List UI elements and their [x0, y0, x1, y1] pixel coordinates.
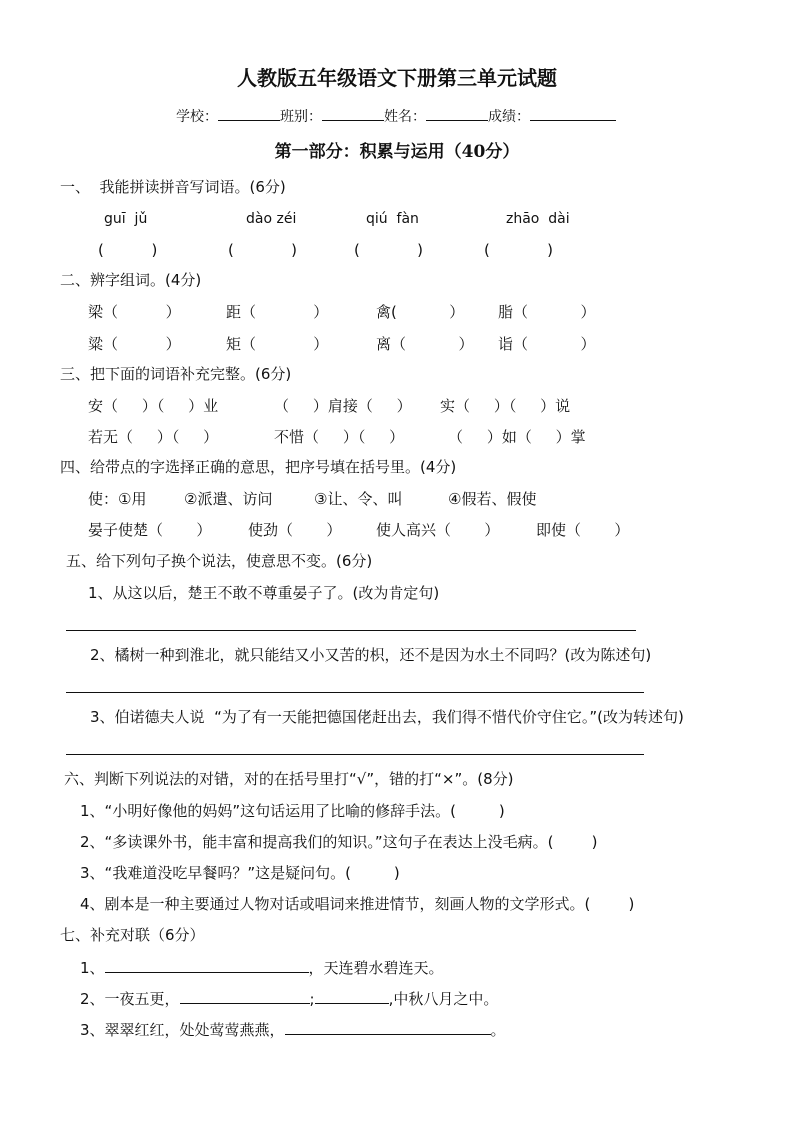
answer-line[interactable]	[66, 754, 644, 755]
q2-item[interactable]: 诣（ ）	[498, 335, 596, 353]
q3-item[interactable]: 实（ ）（ ）说	[440, 397, 571, 415]
q3-heading: 三、把下面的词语补充完整。(6分)	[60, 365, 292, 383]
q4-item[interactable]: 使劲（ ）	[248, 521, 342, 539]
class-label: 班别：	[280, 109, 322, 125]
q3-item[interactable]: （ ）肩接（ ）	[274, 397, 412, 415]
couplet-2-blank-2[interactable]	[315, 989, 389, 1004]
couplet-2	[80, 989, 498, 1008]
q3-item[interactable]: 安（ ）（ ）业	[88, 397, 219, 415]
q3-item[interactable]: （ ）如（ ）掌	[448, 428, 586, 446]
q6-statement-3[interactable]: 3、“我难道没吃早餐吗？”这是疑问句。( )	[80, 864, 400, 882]
q3-item[interactable]: 若无（ ）（ ）	[88, 428, 219, 446]
pinyin-2: dào zéi	[246, 211, 297, 227]
class-blank[interactable]	[322, 106, 384, 121]
couplet-1-suffix: ，天连碧水碧连天。	[308, 959, 444, 977]
answer-line[interactable]	[66, 692, 644, 693]
q7-heading: 七、补充对联（6分）	[60, 926, 205, 944]
q5-heading: 五、给下列句子换个说法，使意思不变。(6分)	[66, 552, 373, 570]
q2-item[interactable]: 梁（ ）	[88, 303, 181, 321]
q3-item[interactable]: 不惜（ ）（ ）	[274, 428, 405, 446]
couplet-1-prefix: 1、	[80, 959, 105, 977]
q2-item[interactable]: 粱（ ）	[88, 335, 181, 353]
q2-item[interactable]: 离（ ）	[376, 335, 474, 353]
q4-option: ④假若、假使	[448, 490, 537, 508]
couplet-3-blank[interactable]	[285, 1020, 491, 1035]
q2-heading: 二、辨字组词。(4分)	[60, 271, 202, 289]
info-line	[176, 106, 616, 126]
couplet-3	[80, 1020, 506, 1039]
q4-heading: 四、给带点的字选择正确的意思，把序号填在括号里。(4分)	[60, 458, 457, 476]
q2-item[interactable]: 禽( ）	[376, 303, 465, 321]
q5-sentence-3: 3、伯诺德夫人说 “为了有一天能把德国佬赶出去，我们得不惜代价守住它。”(改为转述句)	[90, 708, 684, 726]
q6-statement-2[interactable]: 2、“多读课外书，能丰富和提高我们的知识。”这句子在表达上没毛病。( )	[80, 833, 598, 851]
q2-item[interactable]: 矩（ ）	[226, 335, 329, 353]
name-blank[interactable]	[426, 106, 488, 121]
score-label: 成绩：	[488, 109, 530, 125]
q2-item[interactable]: 距（ ）	[226, 303, 329, 321]
q6-statement-4[interactable]: 4、剧本是一种主要通过人物对话或唱词来推进情节，刻画人物的文学形式。( )	[80, 895, 635, 913]
q1-heading: 一、 我能拼读拼音写词语。(6分)	[60, 178, 286, 196]
pinyin-4: zhāo dài	[506, 211, 570, 227]
q4-option: ③让、令、叫	[314, 490, 403, 508]
couplet-1-blank[interactable]	[105, 958, 309, 973]
answer-line[interactable]	[66, 630, 636, 631]
q6-statement-1[interactable]: 1、“小明好像他的妈妈”这句话运用了比喻的修辞手法。( )	[80, 802, 505, 820]
pinyin-3: qiú fàn	[366, 211, 419, 227]
pinyin-1: guī jǔ	[104, 211, 148, 227]
page-title: 人教版五年级语文下册第三单元试题	[237, 66, 557, 90]
q6-heading: 六、判断下列说法的对错，对的在括号里打“√”，错的打“×”。(8分)	[64, 770, 514, 788]
q5-sentence-2: 2、橘树一种到淮北，就只能结又小又苦的枳，还不是因为水土不同吗？(改为陈述句)	[90, 646, 652, 664]
school-label: 学校：	[176, 109, 218, 125]
score-blank[interactable]	[530, 106, 616, 121]
q4-item[interactable]: 晏子使楚（ ）	[88, 521, 212, 539]
part-heading: 第一部分：积累与运用（40分）	[274, 142, 520, 162]
answer-blank-3[interactable]: ( )	[354, 241, 423, 259]
couplet-3-suffix: 。	[490, 1021, 506, 1039]
couplet-2-prefix: 2、一夜五更，	[80, 990, 180, 1008]
q4-option: ②派遣、访问	[184, 490, 273, 508]
couplet-1	[80, 958, 444, 977]
answer-blank-2[interactable]: ( )	[228, 241, 297, 259]
school-blank[interactable]	[218, 106, 280, 121]
couplet-2-separator: ;	[309, 990, 315, 1008]
q4-item[interactable]: 使人高兴（ ）	[376, 521, 500, 539]
q2-item[interactable]: 脂（ ）	[498, 303, 596, 321]
couplet-2-blank-1[interactable]	[180, 989, 310, 1004]
couplet-2-suffix: ,中秋八月之中。	[388, 990, 499, 1008]
couplet-3-prefix: 3、翠翠红红，处处莺莺燕燕，	[80, 1021, 285, 1039]
answer-blank-4[interactable]: ( )	[484, 241, 553, 259]
q4-option: 使：①用	[88, 490, 147, 508]
q5-sentence-1: 1、从这以后，楚王不敢不尊重晏子了。(改为肯定句)	[88, 584, 440, 602]
name-label: 姓名：	[384, 109, 426, 125]
answer-blank-1[interactable]: ( )	[98, 241, 158, 259]
q4-item[interactable]: 即使（ ）	[536, 521, 630, 539]
